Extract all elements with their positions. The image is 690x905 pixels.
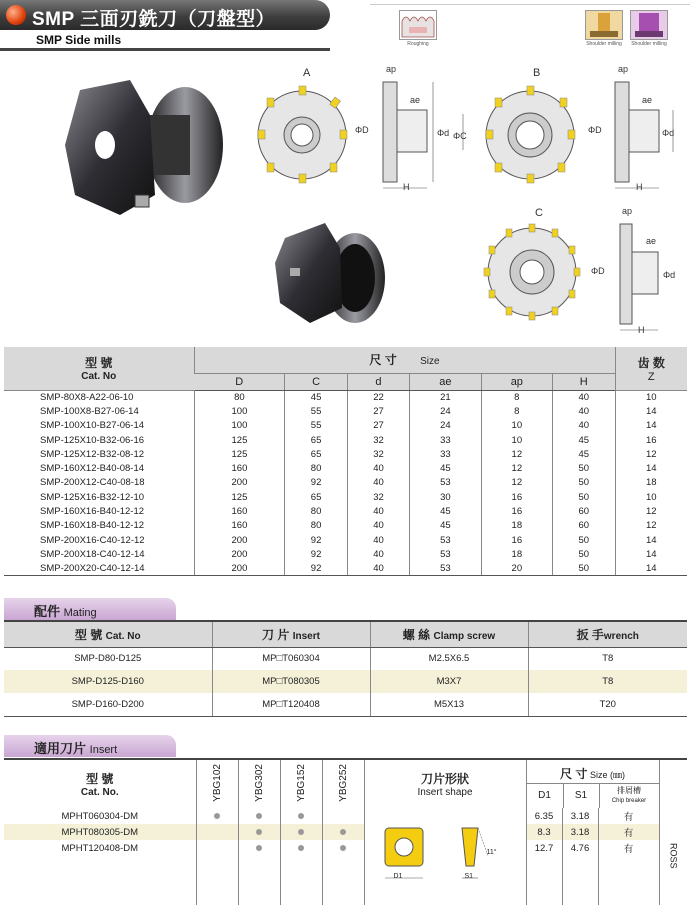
mating-tab-cn: 配件	[34, 604, 61, 619]
insert-cat: MPHT060304-DM	[61, 810, 139, 822]
size-cell-h: 50	[553, 533, 615, 547]
col-ae-header: ae	[410, 373, 481, 390]
mating-screw-en: Clamp screw	[433, 630, 496, 642]
page-subtitle: SMP Side mills	[36, 33, 122, 47]
size-cell-ap: 20	[481, 562, 552, 576]
size-header-en: Size	[420, 356, 440, 368]
grade-cell	[280, 840, 322, 856]
size-cat: SMP-125X12-B32-08-12	[40, 448, 145, 460]
size-cell-ae: 24	[410, 419, 481, 433]
size-cat: SMP-125X10-B32-06-16	[40, 434, 145, 446]
insert-cat: MPHT120408-DM	[61, 842, 139, 854]
mating-row	[4, 670, 687, 693]
header-rule	[370, 4, 690, 5]
insert-s1: 3.18	[562, 808, 598, 824]
diagram-c-label: C	[535, 207, 543, 219]
size-cell-d: 200	[194, 533, 285, 547]
diagram-b-phi-d: Φd	[662, 128, 675, 138]
grade-cell	[196, 824, 238, 840]
diagram-b-cutter	[478, 80, 598, 190]
size-cell-d: 40	[347, 533, 409, 547]
roughing-label: Roughing	[407, 41, 429, 47]
size-cell-d: 27	[347, 404, 409, 418]
grade-cell	[280, 808, 322, 824]
grade-dot-icon	[256, 845, 262, 851]
grade-cell	[196, 808, 238, 824]
size-cell-z: 16	[615, 433, 687, 447]
diagram-a-phi-d: Φd	[437, 128, 450, 138]
shoulder-milling-icon	[630, 10, 668, 40]
grade-cell	[196, 840, 238, 856]
size-table-row	[4, 476, 687, 490]
diagram-c-phi-d: Φd	[663, 270, 676, 280]
grade-header	[322, 759, 364, 808]
size-cell-ap: 18	[481, 519, 552, 533]
size-cell-c: 80	[285, 519, 347, 533]
size-cell-z: 18	[615, 476, 687, 490]
mating-cat-header	[4, 621, 212, 647]
mating-insert-cn: 刀 片	[262, 627, 290, 642]
size-cell-ap: 16	[481, 533, 552, 547]
mating-screw-header	[370, 621, 528, 647]
grade-cell	[238, 808, 280, 824]
col-d-header: D	[194, 373, 285, 390]
grade-dot-icon	[256, 813, 262, 819]
size-table-row	[4, 562, 687, 576]
insert-section-tab	[4, 735, 176, 757]
insert-chip: 有	[598, 840, 659, 856]
mating-tab-en: Mating	[63, 607, 97, 619]
size-cell-h: 50	[553, 461, 615, 475]
size-cell-d: 200	[194, 547, 285, 561]
size-table-row	[4, 547, 687, 561]
grade-dot-icon	[256, 829, 262, 835]
grade-cell	[322, 824, 364, 840]
shape-s1-label: S1	[464, 872, 474, 880]
shape-d1-label: D1	[393, 872, 403, 880]
insert-shape-header	[364, 759, 526, 808]
mating-wrench-en: wrench	[603, 630, 639, 642]
teeth-header-cn: 齿 数	[637, 355, 665, 370]
diagram-a-c: ΦC	[453, 131, 467, 141]
mating-insert: MP□T080305	[212, 670, 370, 693]
diagram-c-h: H	[638, 325, 645, 335]
insert-side-label: ROSS	[668, 842, 679, 869]
size-cell-d: 22	[347, 390, 409, 404]
teeth-header-en: Z	[647, 370, 655, 383]
insert-shape-cell	[364, 808, 526, 905]
size-cell-ap: 12	[481, 476, 552, 490]
size-cell-d: 160	[194, 519, 285, 533]
size-cell-d: 100	[194, 419, 285, 433]
size-table-row	[4, 447, 687, 461]
insert-cat-header	[4, 759, 196, 808]
size-cell-z: 14	[615, 404, 687, 418]
slotting-label: Shoulder milling	[586, 41, 622, 47]
chip-breaker-cn: 排屑槽	[617, 786, 641, 795]
mating-table	[4, 620, 687, 717]
size-cell-h: 50	[553, 562, 615, 576]
insert-table	[4, 758, 687, 905]
size-cell-z: 14	[615, 419, 687, 433]
size-cell-ae: 33	[410, 447, 481, 461]
diagram-b-ae: ae	[642, 95, 653, 105]
size-cell-z: 12	[615, 519, 687, 533]
insert-row	[4, 808, 687, 824]
diagram-b-label: B	[533, 67, 541, 79]
size-cell-c: 65	[285, 490, 347, 504]
mating-screw: M3X7	[370, 670, 528, 693]
diagram-a-cutter	[250, 80, 370, 190]
insert-spacer-row	[4, 856, 687, 905]
mating-cat: SMP-D160-D200	[4, 693, 212, 716]
size-table-row	[4, 390, 687, 404]
chip-breaker-en: Chip breaker	[611, 798, 647, 804]
size-table-cat-header	[4, 347, 194, 390]
size-cell-ap: 10	[481, 433, 552, 447]
size-cell-d: 40	[347, 504, 409, 518]
size-cat: SMP-160X12-B40-08-14	[40, 463, 145, 475]
grade-dot-icon	[298, 845, 304, 851]
diagram-a-label: A	[303, 67, 311, 79]
size-cell-d: 125	[194, 490, 285, 504]
size-header	[194, 347, 615, 373]
size-cell-d: 160	[194, 504, 285, 518]
size-table-row	[4, 433, 687, 447]
insert-chip: 有	[598, 808, 659, 824]
size-cell-ap: 8	[481, 404, 552, 418]
size-cell-d: 27	[347, 419, 409, 433]
size-cell-z: 12	[615, 447, 687, 461]
mating-insert: MP□T120408	[212, 693, 370, 716]
size-table-row	[4, 533, 687, 547]
diagram-c-ap: ap	[622, 206, 633, 216]
insert-d1: 12.7	[526, 840, 562, 856]
mating-cat-en: Cat. No	[105, 630, 141, 642]
insert-size-en: Size (㎜)	[589, 770, 625, 780]
size-cell-ap: 18	[481, 547, 552, 561]
size-cell-ap: 8	[481, 390, 552, 404]
size-cell-d: 200	[194, 476, 285, 490]
size-cell-c: 65	[285, 433, 347, 447]
insert-chip: 有	[598, 824, 659, 840]
insert-d1: 6.35	[526, 808, 562, 824]
size-cell-h: 40	[553, 419, 615, 433]
size-cat: SMP-200X20-C40-12-14	[4, 562, 194, 576]
mating-screw: M2.5X6.5	[370, 647, 528, 670]
size-table-row	[4, 490, 687, 504]
grade-header	[238, 759, 280, 808]
size-cell-z: 12	[615, 504, 687, 518]
size-cell-d: 40	[347, 519, 409, 533]
insert-cat-cn: 型 號	[86, 772, 114, 786]
diagram-b-side	[605, 70, 690, 190]
mating-row	[4, 647, 687, 670]
col-h-header: H	[553, 373, 615, 390]
diagram-a-d: ΦD	[355, 125, 369, 135]
title-bullet-icon	[6, 5, 26, 25]
size-cell-c: 55	[285, 404, 347, 418]
insert-cat-en: Cat. No.	[80, 787, 119, 798]
mating-insert-header	[212, 621, 370, 647]
size-cell-h: 50	[553, 476, 615, 490]
insert-tab-en: Insert	[89, 744, 118, 756]
side-mill-photo-small	[270, 218, 390, 328]
size-cell-z: 14	[615, 533, 687, 547]
size-cat: SMP-160X16-B40-12-12	[40, 506, 145, 518]
size-cell-ae: 30	[410, 490, 481, 504]
slotting-icon	[585, 10, 623, 40]
diagram-c-d: ΦD	[591, 266, 605, 276]
mating-wrench: T8	[528, 647, 687, 670]
size-cell-ap: 12	[481, 461, 552, 475]
size-cat: SMP-125X16-B32-12-10	[40, 491, 145, 503]
size-cell-c: 55	[285, 419, 347, 433]
grade-dot-icon	[298, 829, 304, 835]
size-table-row	[4, 419, 687, 433]
grade-label: YBG152	[295, 763, 307, 802]
insert-d1-header: D1	[538, 790, 551, 801]
col-c-header: C	[285, 373, 347, 390]
size-cell-ae: 53	[410, 562, 481, 576]
size-cell-ae: 24	[410, 404, 481, 418]
size-cell-ap: 10	[481, 419, 552, 433]
size-cell-h: 60	[553, 519, 615, 533]
size-cat: SMP-200X16-C40-12-12	[40, 534, 145, 546]
size-cell-c: 92	[285, 533, 347, 547]
size-cell-d: 125	[194, 433, 285, 447]
grade-label: YBG252	[337, 763, 349, 802]
insert-shape-drawing	[370, 816, 520, 896]
size-cell-ae: 45	[410, 461, 481, 475]
grade-header	[196, 759, 238, 808]
grade-cell	[322, 808, 364, 824]
size-cell-d: 125	[194, 447, 285, 461]
size-cell-c: 45	[285, 390, 347, 404]
mating-cat: SMP-D125-D160	[4, 670, 212, 693]
grade-dot-icon	[340, 829, 346, 835]
diagram-a-h: H	[403, 182, 410, 192]
size-cell-d: 40	[347, 461, 409, 475]
size-cell-c: 92	[285, 547, 347, 561]
size-cell-h: 60	[553, 504, 615, 518]
size-cell-z: 14	[615, 461, 687, 475]
diagram-b-h: H	[636, 182, 643, 192]
diagram-c-side	[612, 212, 690, 337]
insert-side-header	[659, 759, 687, 808]
mating-screw-cn: 螺 絲	[402, 627, 431, 642]
grade-header	[280, 759, 322, 808]
grade-cell	[322, 840, 364, 856]
size-cat: SMP-100X10-B27-06-14	[40, 420, 145, 432]
size-cell-d: 32	[347, 433, 409, 447]
grade-dot-icon	[214, 813, 220, 819]
mating-screw: M5X13	[370, 693, 528, 716]
insert-s1: 3.18	[562, 824, 598, 840]
size-cell-ap: 16	[481, 490, 552, 504]
diagram-a-ae: ae	[410, 95, 421, 105]
mating-cat: SMP-D80-D125	[74, 653, 142, 665]
insert-tab-cn: 適用刀片	[34, 741, 87, 756]
diagram-c-cutter	[482, 220, 592, 325]
col-ap-header: ap	[481, 373, 552, 390]
grade-dot-icon	[298, 813, 304, 819]
insert-size-header	[526, 759, 659, 808]
size-cell-h: 40	[553, 390, 615, 404]
size-cell-d: 32	[347, 447, 409, 461]
insert-side-cell	[659, 808, 687, 905]
mating-wrench: T8	[528, 670, 687, 693]
size-cell-c: 80	[285, 504, 347, 518]
size-cell-ae: 53	[410, 533, 481, 547]
shoulder-milling-label: Shoulder milling	[631, 41, 667, 47]
roughing-icon	[399, 10, 437, 40]
mating-section-tab	[4, 598, 176, 620]
size-cat: SMP-100X8-B27-06-14	[40, 405, 139, 417]
size-cell-ap: 12	[481, 447, 552, 461]
title-bar	[0, 0, 330, 30]
grade-cell	[280, 824, 322, 840]
size-table-row	[4, 461, 687, 475]
size-cell-ae: 33	[410, 433, 481, 447]
size-cell-h: 45	[553, 447, 615, 461]
mating-wrench-header	[528, 621, 687, 647]
size-cell-ae: 45	[410, 519, 481, 533]
size-cell-c: 65	[285, 447, 347, 461]
mating-wrench: T20	[528, 693, 687, 716]
size-table-row	[4, 504, 687, 518]
size-cell-d: 40	[347, 476, 409, 490]
insert-d1: 8.3	[526, 824, 562, 840]
diagram-a-ap: ap	[386, 64, 397, 74]
size-cell-z: 10	[615, 490, 687, 504]
size-cell-c: 92	[285, 562, 347, 576]
diagram-b-ap: ap	[618, 64, 629, 74]
size-cell-ae: 53	[410, 476, 481, 490]
grade-cell	[238, 840, 280, 856]
grade-label: YBG102	[211, 763, 223, 802]
insert-row	[4, 824, 687, 840]
mating-cat-cn: 型 號	[74, 627, 103, 642]
size-cell-h: 45	[553, 433, 615, 447]
size-table	[4, 347, 687, 576]
size-cell-ae: 53	[410, 547, 481, 561]
size-cell-c: 80	[285, 461, 347, 475]
cat-header-en: Cat. No	[81, 371, 117, 383]
diagram-b-d: ΦD	[588, 125, 602, 135]
size-cell-c: 92	[285, 476, 347, 490]
insert-s1: 4.76	[562, 840, 598, 856]
size-cell-d: 100	[194, 404, 285, 418]
size-table-row	[4, 404, 687, 418]
side-mill-photo-large	[60, 75, 230, 225]
diagram-c-ae: ae	[646, 236, 657, 246]
insert-shape-cn: 刀片形狀	[420, 772, 469, 786]
diagram-a-side	[373, 70, 473, 190]
mating-wrench-cn: 扳 手	[576, 627, 604, 642]
cat-header-cn: 型 號	[85, 356, 113, 371]
size-cell-h: 50	[553, 490, 615, 504]
size-cell-d: 32	[347, 490, 409, 504]
grade-label: YBG302	[253, 763, 265, 802]
size-cat: SMP-160X18-B40-12-12	[40, 520, 145, 532]
size-cell-ae: 45	[410, 504, 481, 518]
size-cell-d: 200	[194, 562, 285, 576]
size-header-cn: 尺 寸	[369, 353, 397, 368]
insert-row	[4, 840, 687, 856]
size-table-row	[4, 519, 687, 533]
size-cell-h: 40	[553, 404, 615, 418]
mating-row	[4, 693, 687, 716]
size-cell-d: 40	[347, 547, 409, 561]
insert-size-cn: 尺 寸	[560, 767, 588, 781]
grade-cell	[238, 824, 280, 840]
insert-s1-header: S1	[563, 784, 599, 808]
size-cell-d: 40	[347, 562, 409, 576]
insert-cat: MPHT080305-DM	[4, 824, 196, 840]
size-cell-d: 160	[194, 461, 285, 475]
size-cell-z: 14	[615, 547, 687, 561]
grade-dot-icon	[340, 845, 346, 851]
teeth-header	[615, 347, 687, 390]
size-cat: SMP-80X8-A22-06-10	[40, 391, 134, 403]
mating-insert: MP□T060304	[212, 647, 370, 670]
mating-insert-en: Insert	[292, 630, 320, 642]
size-cat: SMP-200X12-C40-08-18	[40, 477, 145, 489]
size-cell-ap: 16	[481, 504, 552, 518]
size-cell-z: 10	[615, 390, 687, 404]
col-d-small-header: d	[347, 373, 409, 390]
shape-angle-label: 11°	[486, 848, 497, 856]
size-cell-d: 80	[194, 390, 285, 404]
size-cat: SMP-200X18-C40-12-14	[40, 548, 145, 560]
title-underline	[0, 48, 330, 51]
size-cell-h: 50	[553, 547, 615, 561]
size-cell-ae: 21	[410, 390, 481, 404]
size-cell-z: 14	[615, 562, 687, 576]
page-title: SMP 三面刃銑刀（刀盤型）	[32, 9, 276, 30]
insert-shape-en: Insert shape	[417, 787, 473, 798]
